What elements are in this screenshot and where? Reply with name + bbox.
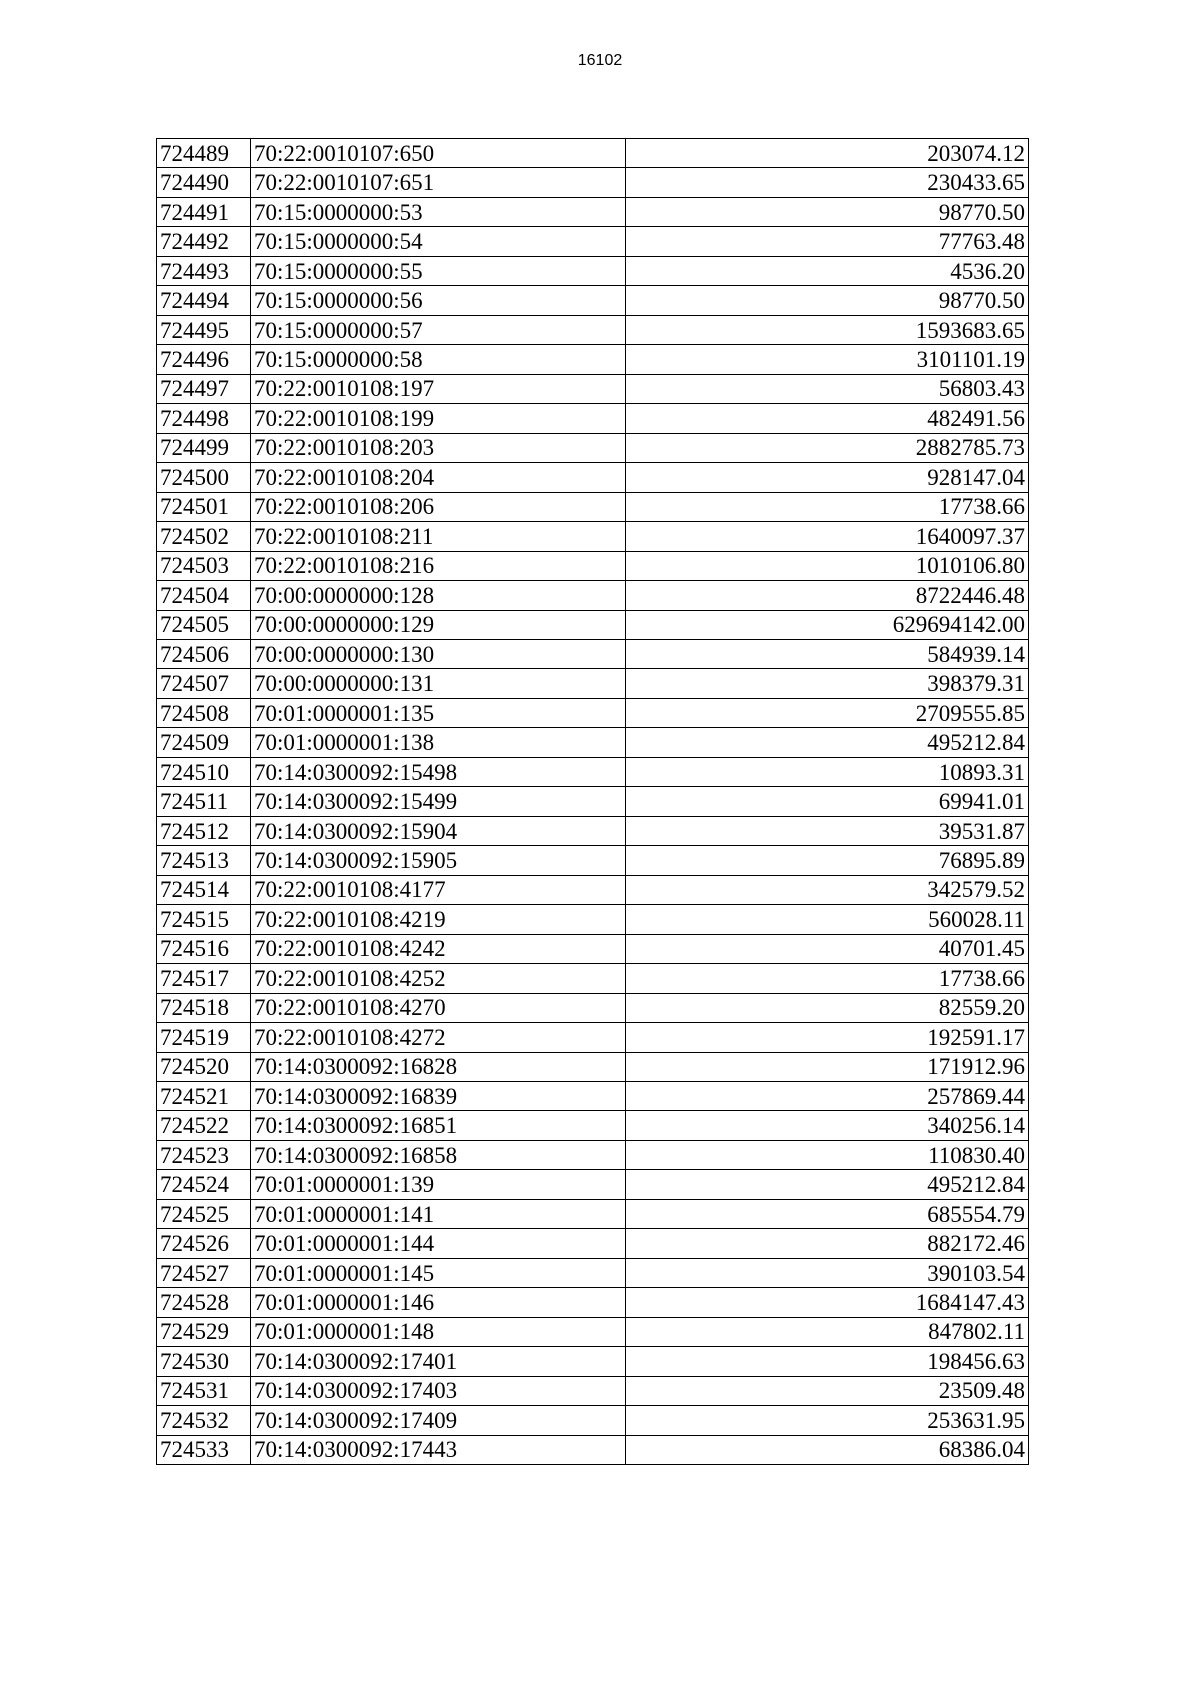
- value-cell: 584939.14: [626, 639, 1029, 668]
- row-number-cell: 724530: [157, 1347, 251, 1376]
- cadastral-number-cell: 70:22:0010108:4272: [251, 1023, 626, 1052]
- cadastral-number-cell: 70:22:0010108:4242: [251, 934, 626, 963]
- row-number-cell: 724500: [157, 463, 251, 492]
- table-row: [157, 787, 1029, 816]
- value-cell: 98770.50: [626, 197, 1029, 226]
- row-number-cell: 724499: [157, 433, 251, 462]
- value-cell: 847802.11: [626, 1317, 1029, 1346]
- row-number-cell: 724525: [157, 1199, 251, 1228]
- row-number-cell: 724517: [157, 964, 251, 993]
- cadastral-number-cell: 70:01:0000001:138: [251, 728, 626, 757]
- table-row: [157, 993, 1029, 1022]
- row-number-cell: 724531: [157, 1376, 251, 1405]
- value-cell: 882172.46: [626, 1229, 1029, 1258]
- table-row: [157, 433, 1029, 462]
- row-number-cell: 724492: [157, 227, 251, 256]
- value-cell: 40701.45: [626, 934, 1029, 963]
- table-row: [157, 1347, 1029, 1376]
- row-number-cell: 724524: [157, 1170, 251, 1199]
- cadastral-number-cell: 70:14:0300092:16839: [251, 1082, 626, 1111]
- cadastral-number-cell: 70:22:0010108:203: [251, 433, 626, 462]
- row-number-cell: 724515: [157, 905, 251, 934]
- table-row: [157, 168, 1029, 197]
- cadastral-number-cell: 70:01:0000001:135: [251, 698, 626, 727]
- value-cell: 390103.54: [626, 1258, 1029, 1287]
- cadastral-number-cell: 70:22:0010108:199: [251, 404, 626, 433]
- cadastral-number-cell: 70:15:0000000:55: [251, 256, 626, 285]
- value-cell: 10893.31: [626, 757, 1029, 786]
- cadastral-number-cell: 70:14:0300092:17401: [251, 1347, 626, 1376]
- row-number-cell: 724493: [157, 256, 251, 285]
- value-cell: 98770.50: [626, 286, 1029, 315]
- cadastral-number-cell: 70:22:0010108:204: [251, 463, 626, 492]
- table-row: [157, 522, 1029, 551]
- value-cell: 257869.44: [626, 1082, 1029, 1111]
- value-cell: 56803.43: [626, 374, 1029, 403]
- row-number-cell: 724508: [157, 698, 251, 727]
- value-cell: 482491.56: [626, 404, 1029, 433]
- table-row: [157, 1052, 1029, 1081]
- value-cell: 171912.96: [626, 1052, 1029, 1081]
- row-number-cell: 724528: [157, 1288, 251, 1317]
- row-number-cell: 724490: [157, 168, 251, 197]
- cadastral-number-cell: 70:14:0300092:17443: [251, 1435, 626, 1464]
- row-number-cell: 724511: [157, 787, 251, 816]
- row-number-cell: 724506: [157, 639, 251, 668]
- value-cell: 4536.20: [626, 256, 1029, 285]
- value-cell: 342579.52: [626, 875, 1029, 904]
- row-number-cell: 724497: [157, 374, 251, 403]
- cadastral-number-cell: 70:00:0000000:131: [251, 669, 626, 698]
- row-number-cell: 724510: [157, 757, 251, 786]
- table-row: [157, 1229, 1029, 1258]
- table-row: [157, 698, 1029, 727]
- value-cell: 253631.95: [626, 1406, 1029, 1435]
- value-cell: 69941.01: [626, 787, 1029, 816]
- row-number-cell: 724521: [157, 1082, 251, 1111]
- value-cell: 398379.31: [626, 669, 1029, 698]
- cadastral-number-cell: 70:14:0300092:15499: [251, 787, 626, 816]
- table-row: [157, 139, 1029, 168]
- row-number-cell: 724509: [157, 728, 251, 757]
- table-row: [157, 227, 1029, 256]
- table-row: [157, 463, 1029, 492]
- cadastral-number-cell: 70:00:0000000:128: [251, 581, 626, 610]
- cadastral-number-cell: 70:01:0000001:139: [251, 1170, 626, 1199]
- row-number-cell: 724495: [157, 315, 251, 344]
- value-cell: 230433.65: [626, 168, 1029, 197]
- value-cell: 560028.11: [626, 905, 1029, 934]
- value-cell: 340256.14: [626, 1111, 1029, 1140]
- value-cell: 1010106.80: [626, 551, 1029, 580]
- value-cell: 1684147.43: [626, 1288, 1029, 1317]
- cadastral-number-cell: 70:00:0000000:129: [251, 610, 626, 639]
- row-number-cell: 724529: [157, 1317, 251, 1346]
- row-number-cell: 724502: [157, 522, 251, 551]
- table-body: [157, 139, 1029, 1465]
- cadastral-number-cell: 70:15:0000000:58: [251, 345, 626, 374]
- table-row: [157, 197, 1029, 226]
- cadastral-number-cell: 70:22:0010108:4219: [251, 905, 626, 934]
- cadastral-number-cell: 70:22:0010108:4252: [251, 964, 626, 993]
- table-row: [157, 492, 1029, 521]
- row-number-cell: 724526: [157, 1229, 251, 1258]
- value-cell: 495212.84: [626, 1170, 1029, 1199]
- cadastral-number-cell: 70:01:0000001:145: [251, 1258, 626, 1287]
- cadastral-number-cell: 70:15:0000000:56: [251, 286, 626, 315]
- table-row: [157, 1199, 1029, 1228]
- cadastral-number-cell: 70:14:0300092:15904: [251, 816, 626, 845]
- table-row: [157, 581, 1029, 610]
- table-row: [157, 1288, 1029, 1317]
- data-table: [156, 138, 1029, 1465]
- table-row: [157, 816, 1029, 845]
- cadastral-number-cell: 70:22:0010108:4270: [251, 993, 626, 1022]
- cadastral-number-cell: 70:01:0000001:148: [251, 1317, 626, 1346]
- table-row: [157, 345, 1029, 374]
- table-row: [157, 728, 1029, 757]
- value-cell: 82559.20: [626, 993, 1029, 1022]
- value-cell: 1593683.65: [626, 315, 1029, 344]
- cadastral-number-cell: 70:22:0010108:216: [251, 551, 626, 580]
- table-row: [157, 1023, 1029, 1052]
- value-cell: 17738.66: [626, 492, 1029, 521]
- cadastral-number-cell: 70:14:0300092:17403: [251, 1376, 626, 1405]
- row-number-cell: 724522: [157, 1111, 251, 1140]
- row-number-cell: 724494: [157, 286, 251, 315]
- row-number-cell: 724532: [157, 1406, 251, 1435]
- value-cell: 77763.48: [626, 227, 1029, 256]
- row-number-cell: 724514: [157, 875, 251, 904]
- table-row: [157, 404, 1029, 433]
- value-cell: 76895.89: [626, 846, 1029, 875]
- table-row: [157, 1170, 1029, 1199]
- row-number-cell: 724504: [157, 581, 251, 610]
- value-cell: 68386.04: [626, 1435, 1029, 1464]
- value-cell: 8722446.48: [626, 581, 1029, 610]
- cadastral-number-cell: 70:22:0010107:650: [251, 139, 626, 168]
- row-number-cell: 724518: [157, 993, 251, 1022]
- row-number-cell: 724513: [157, 846, 251, 875]
- row-number-cell: 724498: [157, 404, 251, 433]
- cadastral-number-cell: 70:01:0000001:146: [251, 1288, 626, 1317]
- row-number-cell: 724516: [157, 934, 251, 963]
- cadastral-number-cell: 70:14:0300092:16858: [251, 1140, 626, 1169]
- value-cell: 495212.84: [626, 728, 1029, 757]
- table-row: [157, 669, 1029, 698]
- cadastral-number-cell: 70:22:0010107:651: [251, 168, 626, 197]
- row-number-cell: 724489: [157, 139, 251, 168]
- cadastral-number-cell: 70:22:0010108:206: [251, 492, 626, 521]
- value-cell: 17738.66: [626, 964, 1029, 993]
- value-cell: 198456.63: [626, 1347, 1029, 1376]
- table-row: [157, 1435, 1029, 1464]
- cadastral-number-cell: 70:14:0300092:17409: [251, 1406, 626, 1435]
- table-row: [157, 846, 1029, 875]
- table-row: [157, 934, 1029, 963]
- value-cell: 192591.17: [626, 1023, 1029, 1052]
- cadastral-number-cell: 70:01:0000001:144: [251, 1229, 626, 1258]
- value-cell: 928147.04: [626, 463, 1029, 492]
- cadastral-number-cell: 70:14:0300092:15905: [251, 846, 626, 875]
- table-row: [157, 610, 1029, 639]
- table-row: [157, 1376, 1029, 1405]
- row-number-cell: 724507: [157, 669, 251, 698]
- value-cell: 203074.12: [626, 139, 1029, 168]
- table-row: [157, 964, 1029, 993]
- cadastral-number-cell: 70:15:0000000:57: [251, 315, 626, 344]
- cadastral-number-cell: 70:15:0000000:54: [251, 227, 626, 256]
- table-row: [157, 1111, 1029, 1140]
- row-number-cell: 724503: [157, 551, 251, 580]
- row-number-cell: 724505: [157, 610, 251, 639]
- row-number-cell: 724491: [157, 197, 251, 226]
- cadastral-number-cell: 70:00:0000000:130: [251, 639, 626, 668]
- cadastral-number-cell: 70:14:0300092:15498: [251, 757, 626, 786]
- table-row: [157, 905, 1029, 934]
- cadastral-number-cell: 70:01:0000001:141: [251, 1199, 626, 1228]
- cadastral-number-cell: 70:22:0010108:197: [251, 374, 626, 403]
- row-number-cell: 724523: [157, 1140, 251, 1169]
- table-row: [157, 1258, 1029, 1287]
- table-row: [157, 1140, 1029, 1169]
- value-cell: 2882785.73: [626, 433, 1029, 462]
- value-cell: 23509.48: [626, 1376, 1029, 1405]
- table-row: [157, 286, 1029, 315]
- row-number-cell: 724496: [157, 345, 251, 374]
- table-row: [157, 256, 1029, 285]
- table-row: [157, 757, 1029, 786]
- table-row: [157, 315, 1029, 344]
- cadastral-number-cell: 70:14:0300092:16851: [251, 1111, 626, 1140]
- value-cell: 2709555.85: [626, 698, 1029, 727]
- page-number: 16102: [577, 52, 623, 69]
- row-number-cell: 724527: [157, 1258, 251, 1287]
- row-number-cell: 724501: [157, 492, 251, 521]
- table-row: [157, 1317, 1029, 1346]
- table-row: [157, 639, 1029, 668]
- value-cell: 685554.79: [626, 1199, 1029, 1228]
- row-number-cell: 724519: [157, 1023, 251, 1052]
- table-row: [157, 1082, 1029, 1111]
- table-row: [157, 374, 1029, 403]
- value-cell: 3101101.19: [626, 345, 1029, 374]
- row-number-cell: 724520: [157, 1052, 251, 1081]
- value-cell: 629694142.00: [626, 610, 1029, 639]
- value-cell: 1640097.37: [626, 522, 1029, 551]
- table-row: [157, 875, 1029, 904]
- value-cell: 110830.40: [626, 1140, 1029, 1169]
- cadastral-number-cell: 70:22:0010108:4177: [251, 875, 626, 904]
- cadastral-number-cell: 70:22:0010108:211: [251, 522, 626, 551]
- table-row: [157, 1406, 1029, 1435]
- row-number-cell: 724512: [157, 816, 251, 845]
- table-row: [157, 551, 1029, 580]
- cadastral-number-cell: 70:15:0000000:53: [251, 197, 626, 226]
- cadastral-number-cell: 70:14:0300092:16828: [251, 1052, 626, 1081]
- row-number-cell: 724533: [157, 1435, 251, 1464]
- value-cell: 39531.87: [626, 816, 1029, 845]
